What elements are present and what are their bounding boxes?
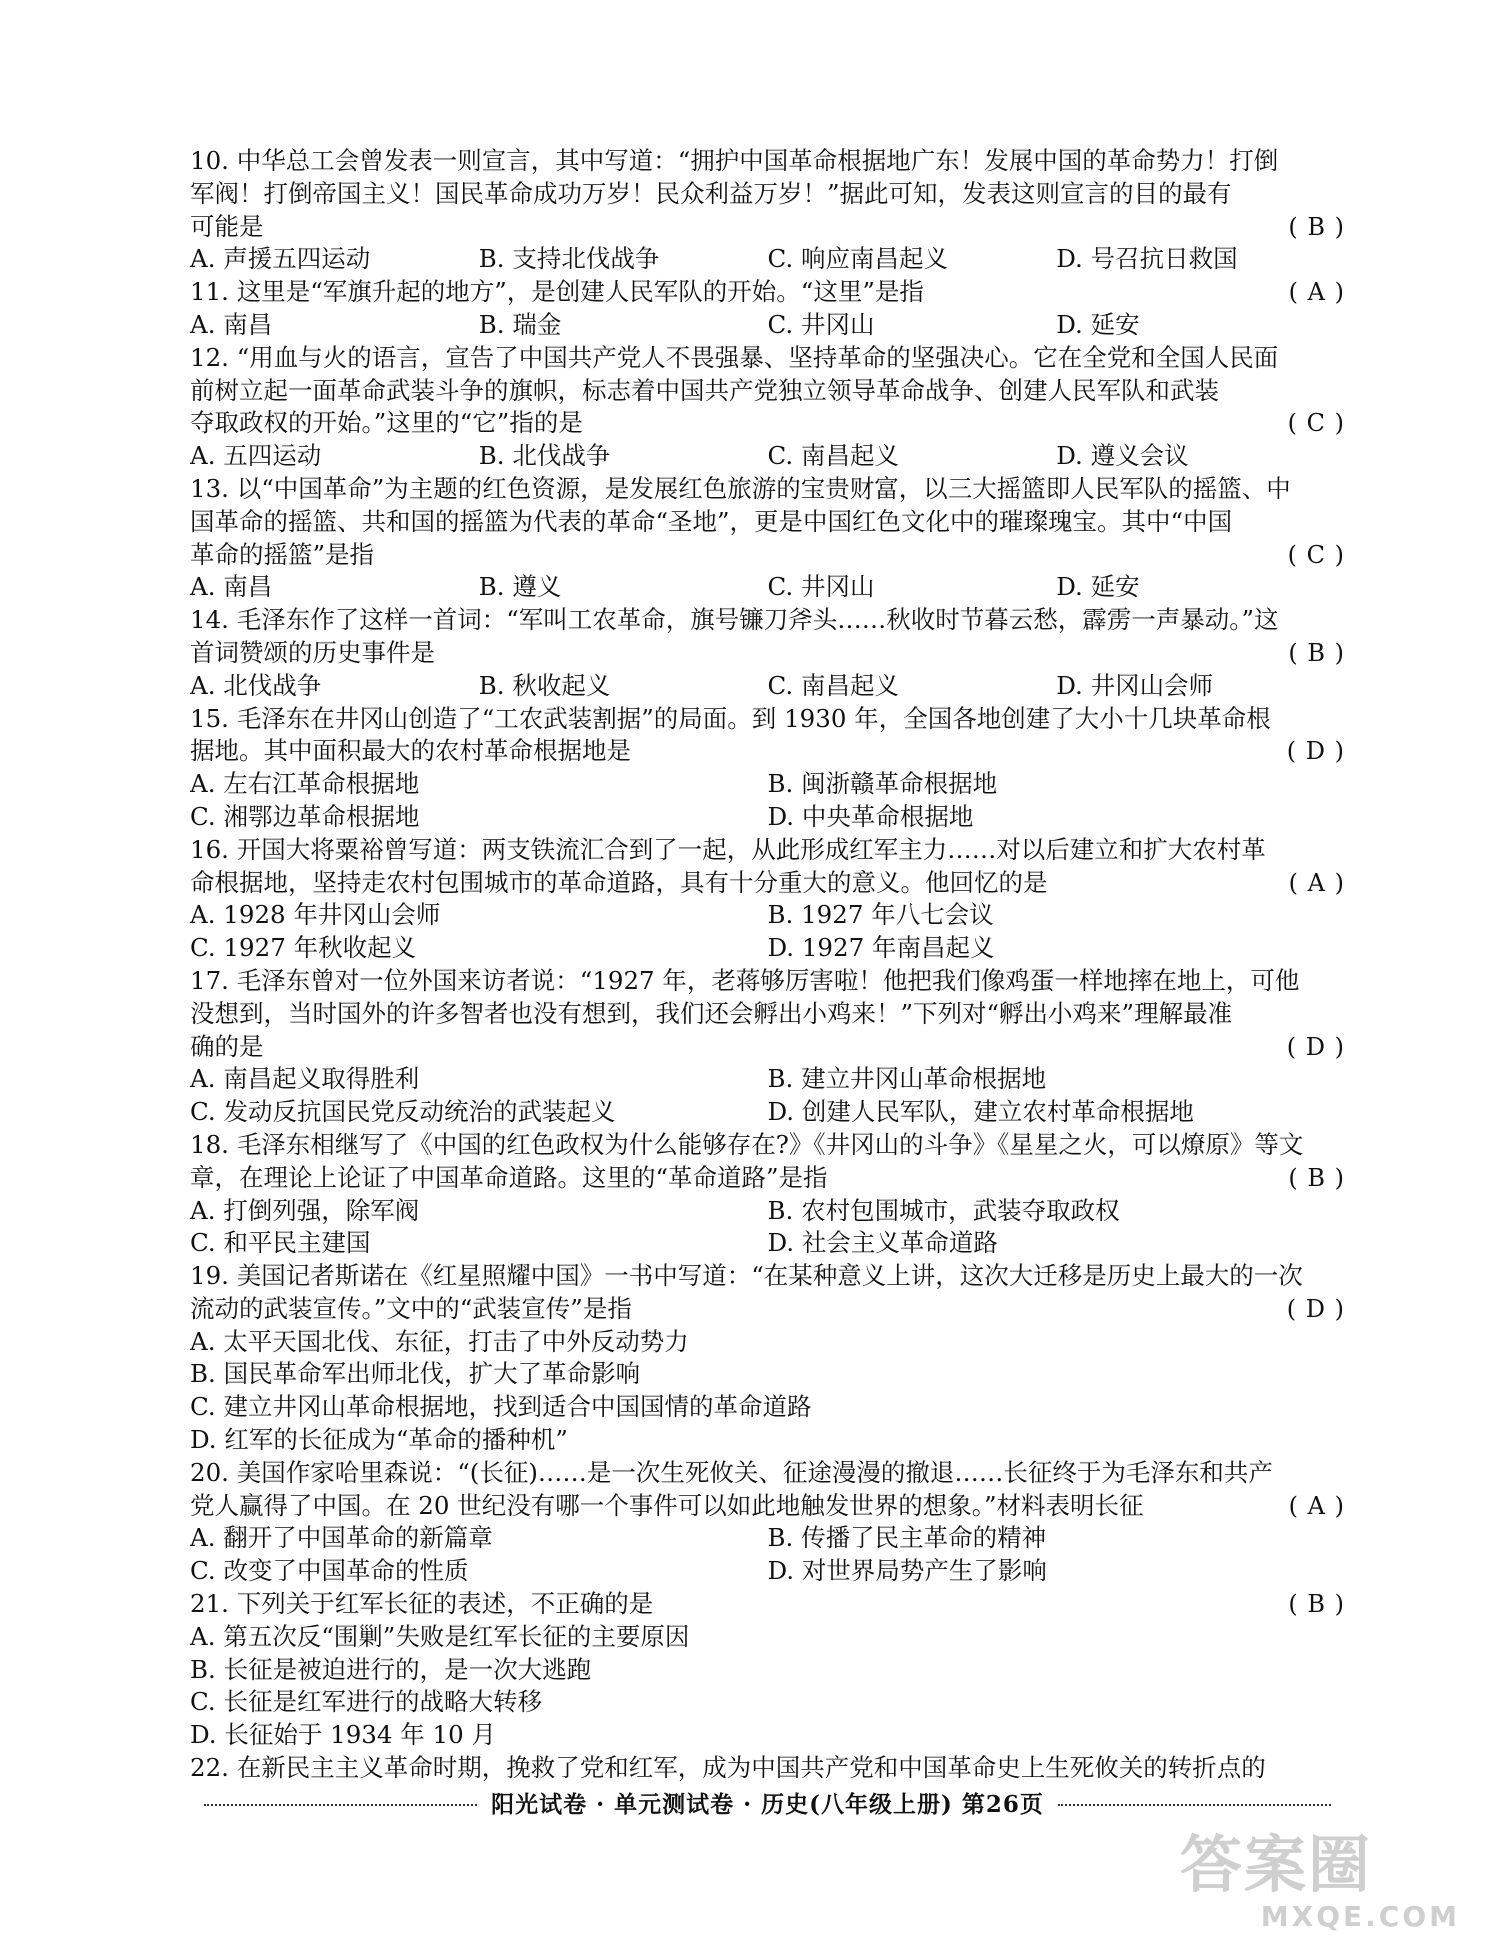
watermark-logo-text: 答案圈 — [1180, 1828, 1373, 1901]
option-c: C. 1927 年秋收起义 — [190, 933, 417, 963]
answer-mark: ( B ) — [1288, 1590, 1345, 1619]
question-stem-line: 10. 中华总工会曾发表一则宣言，其中写道：“拥护中国革命根据地广东！发展中国的革命势力！打倒 — [190, 146, 1279, 175]
question-stem-line: 可能是 — [190, 211, 264, 241]
question-stem-line: 军阀！打倒帝国主义！国民革命成功万岁！民众利益万岁！”据此可知，发表这则宣言的目的最有 — [190, 178, 1232, 208]
options — [190, 440, 1345, 473]
answer-mark: ( A ) — [1288, 1491, 1345, 1520]
question-10 — [190, 145, 1345, 276]
options — [190, 1195, 1345, 1261]
option-d: D. 创建人民军队，建立农村革命根据地 — [767, 1097, 1194, 1127]
answer-mark: ( A ) — [1288, 278, 1345, 307]
exam-page — [190, 145, 1345, 1785]
question-18 — [190, 1129, 1345, 1260]
question-stem-line: 11. 这里是“军旗升起的地方”，是创建人民军队的开始。“这里”是指 — [190, 277, 924, 307]
question-stem-line: 命根据地，坚持走农村包围城市的革命道路，具有十分重大的意义。他回忆的是 — [190, 867, 1048, 897]
option-a: A. 南昌 — [190, 572, 273, 602]
option-d: D. 对世界局势产生了影响 — [767, 1556, 1047, 1586]
question-11 — [190, 276, 1345, 342]
page-footer — [190, 1786, 1345, 1819]
option-a: A. 1928 年井冈山会师 — [190, 900, 441, 930]
option-b: B. 秋收起义 — [478, 670, 611, 700]
footer-text: 阳光试卷 · 单元测试卷 · 历史(八年级上册) 第26页 — [491, 1791, 1044, 1818]
option-d: D. 社会主义革命道路 — [767, 1228, 998, 1258]
question-stem-line: 15. 毛泽东在井冈山创造了“工农武装割据”的局面。到 1930 年，全国各地创建了大小十几块革命根 — [190, 703, 1271, 733]
option-a: A. 北伐战争 — [190, 670, 322, 700]
question-19 — [190, 1260, 1345, 1457]
option-a: A. 声援五四运动 — [190, 244, 371, 274]
options — [190, 899, 1345, 965]
option-d: D. 长征始于 1934 年 10 月 — [190, 1720, 497, 1750]
options — [190, 1326, 1345, 1457]
question-stem-line: 21. 下列关于红军长征的表述，不正确的是 — [190, 1589, 654, 1619]
question-16 — [190, 834, 1345, 965]
answer-mark: ( D ) — [1286, 737, 1345, 766]
question-stem-line: 确的是 — [190, 1031, 264, 1061]
question-stem-line: 党人赢得了中国。在 20 世纪没有哪一个事件可以如此地触发世界的想象。”材料表明长征 — [190, 1490, 1144, 1520]
question-stem-line: 13. 以“中国革命”为主题的红色资源，是发展红色旅游的宝贵财富，以三大摇篮即人民军队的摇篮、中 — [190, 473, 1291, 503]
option-b: B. 闽浙赣革命根据地 — [767, 769, 998, 799]
question-14 — [190, 604, 1345, 702]
answer-mark: ( B ) — [1288, 638, 1345, 667]
answer-mark: ( B ) — [1288, 212, 1345, 241]
question-stem-line: 国革命的摇篮、共和国的摇篮为代表的革命“圣地”，更是中国红色文化中的璀璨瑰宝。其中“中国 — [190, 506, 1233, 536]
option-c: C. 长征是红军进行的战略大转移 — [190, 1687, 542, 1717]
option-c: C. 建立井冈山革命根据地，找到适合中国国情的革命道路 — [190, 1392, 812, 1422]
question-stem-line: 14. 毛泽东作了这样一首词：“军叫工农革命，旗号镰刀斧头……秋收时节暮云愁，霹雳一声暴动。”这 — [190, 605, 1279, 635]
answer-mark: ( A ) — [1288, 868, 1345, 897]
option-a: A. 南昌起义取得胜利 — [190, 1064, 420, 1094]
footer-divider — [204, 1804, 477, 1806]
option-b: B. 国民革命军出师北伐，扩大了革命影响 — [190, 1359, 641, 1389]
question-12 — [190, 342, 1345, 473]
option-a: A. 翻开了中国革命的新篇章 — [190, 1523, 493, 1553]
option-c: C. 井冈山 — [767, 309, 875, 339]
options — [190, 1522, 1345, 1588]
options — [190, 768, 1345, 834]
option-a: A. 左右江革命根据地 — [190, 769, 420, 799]
question-stem-line: 20. 美国作家哈里森说：“(长征)……是一次生死攸关、征途漫漫的撤退……长征终于为毛泽东和共产 — [190, 1457, 1273, 1487]
option-d: D. 井冈山会师 — [1056, 670, 1214, 700]
question-20 — [190, 1457, 1345, 1588]
question-21 — [190, 1588, 1345, 1752]
option-c: C. 改变了中国革命的性质 — [190, 1556, 469, 1586]
question-stem-line: 据地。其中面积最大的农村革命根据地是 — [190, 736, 631, 766]
option-a: A. 太平天国北伐、东征，打击了中外反动势力 — [190, 1326, 689, 1356]
options — [190, 1063, 1345, 1129]
question-stem-line: 夺取政权的开始。”这里的“它”指的是 — [190, 408, 583, 438]
question-stem-line: 章，在理论上论证了中国革命道路。这里的“革命道路”是指 — [190, 1162, 828, 1192]
option-b: B. 支持北伐战争 — [478, 244, 660, 274]
option-c: C. 井冈山 — [767, 572, 875, 602]
question-22 — [190, 1752, 1345, 1785]
watermark-url: MXQE.COM — [1260, 1900, 1460, 1933]
question-stem-line: 革命的摇篮”是指 — [190, 539, 375, 569]
question-stem-line: 19. 美国记者斯诺在《红星照耀中国》一书中写道：“在某种意义上讲，这次大迁移是历史上最大的一次 — [190, 1261, 1303, 1291]
option-a: A. 五四运动 — [190, 441, 322, 471]
option-d: D. 延安 — [1056, 309, 1140, 339]
watermark-logo — [1180, 1830, 1480, 1940]
answer-mark: ( C ) — [1287, 409, 1345, 438]
option-d: D. 号召抗日救国 — [1056, 244, 1238, 274]
question-15 — [190, 703, 1345, 834]
question-17 — [190, 965, 1345, 1129]
option-c: C. 南昌起义 — [767, 670, 899, 700]
footer-divider — [1058, 1804, 1331, 1806]
option-d: D. 中央革命根据地 — [767, 801, 974, 831]
option-b: B. 传播了民主革命的精神 — [767, 1523, 1047, 1553]
option-a: A. 打倒列强，除军阀 — [190, 1195, 420, 1225]
option-d: D. 红军的长征成为“革命的播种机” — [190, 1425, 568, 1455]
option-c: C. 响应南昌起义 — [767, 244, 948, 274]
option-c: C. 南昌起义 — [767, 441, 899, 471]
question-stem-line: 17. 毛泽东曾对一位外国来访者说：“1927 年，老蒋够厉害啦！他把我们像鸡蛋一样地摔在地上，可他 — [190, 965, 1300, 995]
option-b: B. 农村包围城市，武装夺取政权 — [767, 1195, 1120, 1225]
option-b: B. 建立井冈山革命根据地 — [767, 1064, 1047, 1094]
option-d: D. 1927 年南昌起义 — [767, 933, 995, 963]
option-b: B. 长征是被迫进行的，是一次大逃跑 — [190, 1654, 592, 1684]
option-d: D. 延安 — [1056, 572, 1140, 602]
option-d: D. 遵义会议 — [1056, 441, 1189, 471]
answer-mark: ( D ) — [1286, 1294, 1345, 1323]
answer-mark: ( B ) — [1288, 1163, 1345, 1192]
option-c: C. 湘鄂边革命根据地 — [190, 801, 420, 831]
option-a: A. 南昌 — [190, 309, 273, 339]
options — [190, 1621, 1345, 1752]
question-stem-line: 18. 毛泽东相继写了《中国的红色政权为什么能够存在?》《井冈山的斗争》《星星之火，可以燎原》等文 — [190, 1129, 1304, 1159]
options — [190, 571, 1345, 604]
option-c: C. 发动反抗国民党反动统治的武装起义 — [190, 1097, 616, 1127]
question-stem-line: 没想到，当时国外的许多智者也没有想到，我们还会孵出小鸡来！”下列对“孵出小鸡来”理解最准 — [190, 998, 1233, 1028]
options — [190, 309, 1345, 342]
answer-mark: ( C ) — [1287, 540, 1345, 569]
answer-mark: ( D ) — [1286, 1032, 1345, 1061]
option-b: B. 瑞金 — [478, 309, 562, 339]
question-stem-line: 22. 在新民主主义革命时期，挽救了党和红军，成为中国共产党和中国革命史上生死攸关的转折点的 — [190, 1753, 1266, 1783]
question-13 — [190, 473, 1345, 604]
question-stem-line: 首词赞颂的历史事件是 — [190, 637, 435, 667]
options — [190, 670, 1345, 703]
options — [190, 243, 1345, 276]
option-b: B. 北伐战争 — [478, 441, 611, 471]
option-a: A. 第五次反“围剿”失败是红军长征的主要原因 — [190, 1621, 690, 1651]
question-stem-line: 12. “用血与火的语言，宣告了中国共产党人不畏强暴、坚持革命的坚强决心。它在全党和全国人民面 — [190, 342, 1279, 372]
question-stem-line: 前树立起一面革命武装斗争的旗帜，标志着中国共产党独立领导革命战争、创建人民军队和武装 — [190, 375, 1219, 405]
option-b: B. 1927 年八七会议 — [767, 900, 994, 930]
question-stem-line: 流动的武装宣传。”文中的“武装宣传”是指 — [190, 1293, 632, 1323]
option-b: B. 遵义 — [478, 572, 562, 602]
question-stem-line: 16. 开国大将粟裕曾写道：两支铁流汇合到了一起，从此形成红军主力……对以后建立和扩大农村革 — [190, 834, 1266, 864]
option-c: C. 和平民主建国 — [190, 1228, 371, 1258]
